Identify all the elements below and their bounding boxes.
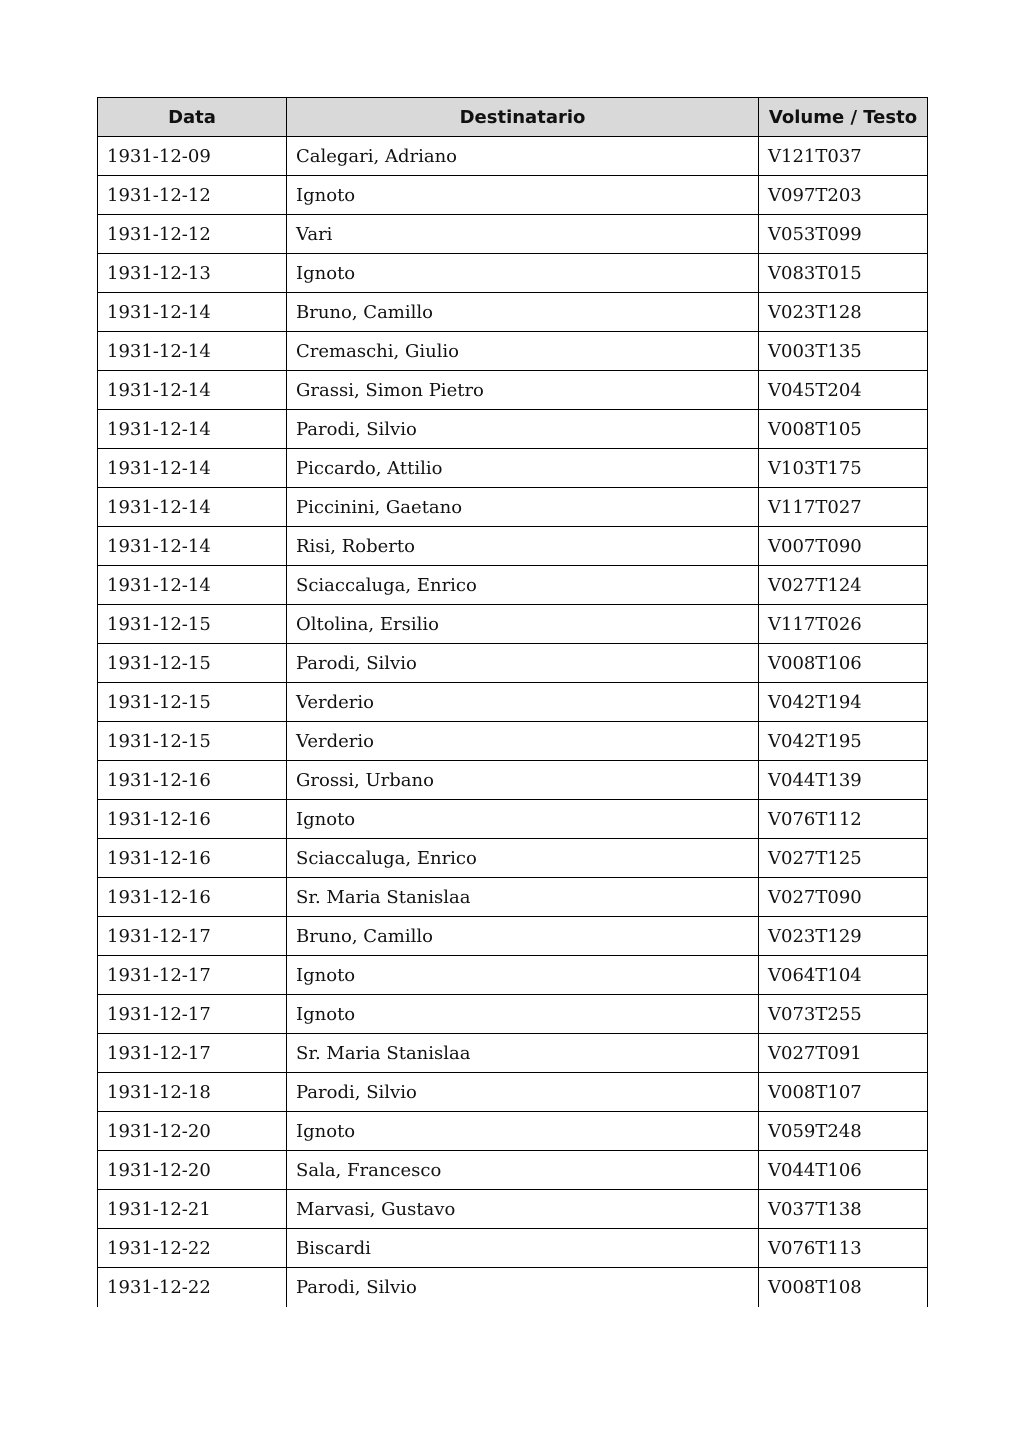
cell-recipient: Sciaccaluga, Enrico	[287, 566, 759, 605]
cell-volume: V045T204	[759, 371, 928, 410]
cell-date: 1931-12-16	[98, 878, 287, 917]
cell-recipient: Vari	[287, 215, 759, 254]
cell-date: 1931-12-14	[98, 332, 287, 371]
cell-date: 1931-12-17	[98, 1034, 287, 1073]
table-row	[98, 293, 928, 332]
table-row	[98, 332, 928, 371]
cell-recipient: Bruno, Camillo	[287, 293, 759, 332]
cell-date: 1931-12-14	[98, 293, 287, 332]
cell-date: 1931-12-09	[98, 137, 287, 176]
cell-volume: V064T104	[759, 956, 928, 995]
cell-date: 1931-12-17	[98, 917, 287, 956]
cell-recipient: Grassi, Simon Pietro	[287, 371, 759, 410]
cell-volume: V117T027	[759, 488, 928, 527]
table-row	[98, 878, 928, 917]
cell-date: 1931-12-14	[98, 371, 287, 410]
cell-date: 1931-12-14	[98, 410, 287, 449]
table-row	[98, 605, 928, 644]
table-row	[98, 371, 928, 410]
cell-recipient: Verderio	[287, 722, 759, 761]
cell-volume: V008T105	[759, 410, 928, 449]
table-row	[98, 1112, 928, 1151]
cell-recipient: Biscardi	[287, 1229, 759, 1268]
cell-date: 1931-12-22	[98, 1229, 287, 1268]
table-row	[98, 1268, 928, 1307]
table-row	[98, 1229, 928, 1268]
table-row	[98, 995, 928, 1034]
table-row	[98, 722, 928, 761]
header-row	[98, 98, 928, 137]
table-body	[98, 137, 928, 1307]
cell-volume: V076T112	[759, 800, 928, 839]
table-row	[98, 215, 928, 254]
table-header	[98, 98, 928, 137]
cell-volume: V008T108	[759, 1268, 928, 1307]
table-row	[98, 839, 928, 878]
cell-volume: V042T195	[759, 722, 928, 761]
cell-date: 1931-12-16	[98, 761, 287, 800]
table-row	[98, 1034, 928, 1073]
cell-volume: V027T090	[759, 878, 928, 917]
cell-recipient: Sciaccaluga, Enrico	[287, 839, 759, 878]
cell-volume: V008T106	[759, 644, 928, 683]
cell-volume: V027T124	[759, 566, 928, 605]
cell-date: 1931-12-16	[98, 839, 287, 878]
table-row	[98, 917, 928, 956]
cell-recipient: Ignoto	[287, 176, 759, 215]
cell-volume: V044T139	[759, 761, 928, 800]
cell-recipient: Ignoto	[287, 956, 759, 995]
cell-date: 1931-12-12	[98, 215, 287, 254]
cell-recipient: Ignoto	[287, 995, 759, 1034]
cell-recipient: Parodi, Silvio	[287, 410, 759, 449]
cell-date: 1931-12-20	[98, 1112, 287, 1151]
cell-recipient: Sala, Francesco	[287, 1151, 759, 1190]
cell-date: 1931-12-14	[98, 527, 287, 566]
cell-date: 1931-12-14	[98, 488, 287, 527]
table-row	[98, 566, 928, 605]
cell-recipient: Bruno, Camillo	[287, 917, 759, 956]
table-row	[98, 800, 928, 839]
cell-date: 1931-12-17	[98, 995, 287, 1034]
cell-volume: V083T015	[759, 254, 928, 293]
cell-volume: V008T107	[759, 1073, 928, 1112]
cell-volume: V097T203	[759, 176, 928, 215]
table-row	[98, 956, 928, 995]
cell-volume: V044T106	[759, 1151, 928, 1190]
cell-recipient: Calegari, Adriano	[287, 137, 759, 176]
cell-volume: V003T135	[759, 332, 928, 371]
table-row	[98, 527, 928, 566]
cell-recipient: Parodi, Silvio	[287, 644, 759, 683]
cell-volume: V059T248	[759, 1112, 928, 1151]
cell-date: 1931-12-15	[98, 605, 287, 644]
cell-recipient: Cremaschi, Giulio	[287, 332, 759, 371]
cell-date: 1931-12-14	[98, 449, 287, 488]
cell-date: 1931-12-17	[98, 956, 287, 995]
cell-volume: V037T138	[759, 1190, 928, 1229]
cell-volume: V121T037	[759, 137, 928, 176]
table-row	[98, 1073, 928, 1112]
cell-recipient: Oltolina, Ersilio	[287, 605, 759, 644]
cell-recipient: Risi, Roberto	[287, 527, 759, 566]
cell-volume: V027T125	[759, 839, 928, 878]
table-row	[98, 761, 928, 800]
cell-date: 1931-12-18	[98, 1073, 287, 1112]
cell-date: 1931-12-22	[98, 1268, 287, 1307]
cell-date: 1931-12-14	[98, 566, 287, 605]
cell-recipient: Verderio	[287, 683, 759, 722]
cell-recipient: Sr. Maria Stanislaa	[287, 1034, 759, 1073]
cell-volume: V007T090	[759, 527, 928, 566]
table-row	[98, 410, 928, 449]
cell-date: 1931-12-12	[98, 176, 287, 215]
cell-volume: V023T129	[759, 917, 928, 956]
cell-recipient: Piccinini, Gaetano	[287, 488, 759, 527]
cell-volume: V103T175	[759, 449, 928, 488]
cell-date: 1931-12-15	[98, 722, 287, 761]
cell-date: 1931-12-21	[98, 1190, 287, 1229]
cell-date: 1931-12-13	[98, 254, 287, 293]
table-row	[98, 449, 928, 488]
table-row	[98, 644, 928, 683]
cell-recipient: Ignoto	[287, 800, 759, 839]
letters-table	[97, 97, 928, 1307]
cell-recipient: Parodi, Silvio	[287, 1073, 759, 1112]
cell-recipient: Ignoto	[287, 1112, 759, 1151]
cell-recipient: Parodi, Silvio	[287, 1268, 759, 1307]
cell-recipient: Piccardo, Attilio	[287, 449, 759, 488]
cell-volume: V053T099	[759, 215, 928, 254]
cell-recipient: Sr. Maria Stanislaa	[287, 878, 759, 917]
table-row	[98, 1190, 928, 1229]
cell-date: 1931-12-16	[98, 800, 287, 839]
cell-date: 1931-12-15	[98, 683, 287, 722]
cell-recipient: Grossi, Urbano	[287, 761, 759, 800]
cell-date: 1931-12-15	[98, 644, 287, 683]
cell-volume: V023T128	[759, 293, 928, 332]
cell-volume: V073T255	[759, 995, 928, 1034]
cell-volume: V076T113	[759, 1229, 928, 1268]
table-row	[98, 683, 928, 722]
cell-volume: V027T091	[759, 1034, 928, 1073]
column-header-recipient: Destinatario	[287, 98, 759, 137]
cell-volume: V117T026	[759, 605, 928, 644]
cell-recipient: Marvasi, Gustavo	[287, 1190, 759, 1229]
table-row	[98, 1151, 928, 1190]
column-header-volume: Volume / Testo	[759, 98, 928, 137]
cell-recipient: Ignoto	[287, 254, 759, 293]
table-row	[98, 488, 928, 527]
column-header-date: Data	[98, 98, 287, 137]
table-row	[98, 176, 928, 215]
table-row	[98, 137, 928, 176]
cell-volume: V042T194	[759, 683, 928, 722]
cell-date: 1931-12-20	[98, 1151, 287, 1190]
table-row	[98, 254, 928, 293]
